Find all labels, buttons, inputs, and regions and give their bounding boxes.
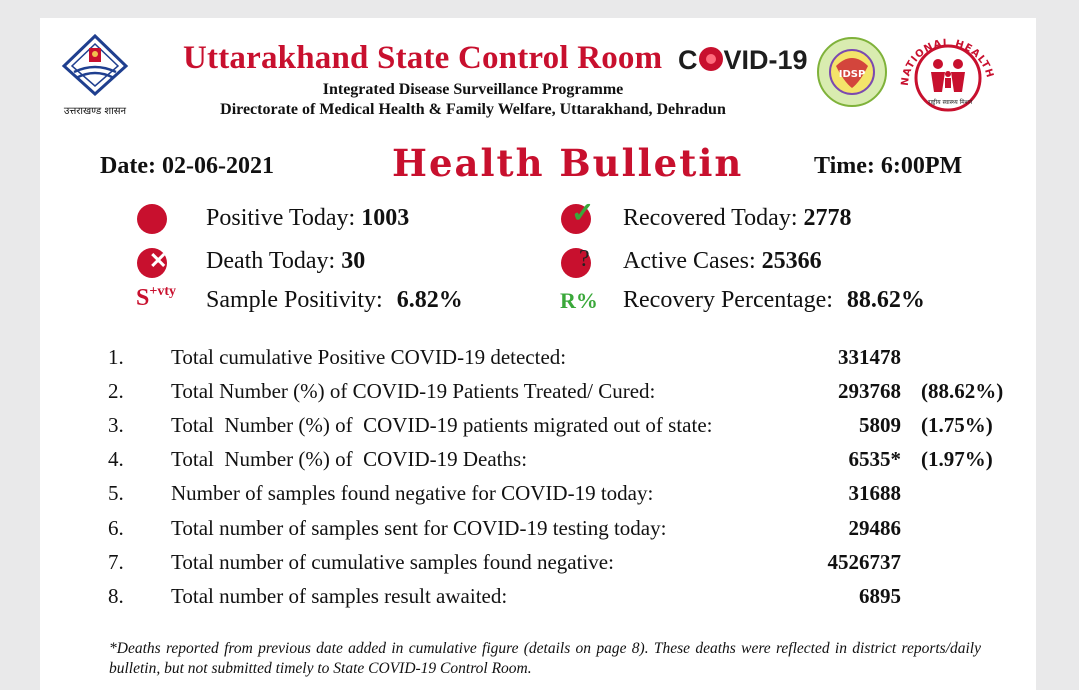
virus-icon <box>699 47 723 71</box>
sample-icon-sup: +vty <box>149 284 176 299</box>
row-value: 31688 <box>848 481 901 506</box>
table-row <box>108 511 1003 545</box>
programme-subtitle: Integrated Disease Surveillance Programme <box>322 81 624 98</box>
sample-positivity <box>206 287 463 314</box>
footnote: *Deaths reported from previous date added in cumulative figure (details on page 8). These deaths were reflected in district reports/daily bulletin, but not submitted timely to State COVID-19 Control Room. <box>109 640 981 677</box>
death-value: 30 <box>341 248 366 274</box>
virus-recovered-icon <box>561 204 591 234</box>
recovered-label: Recovered Today: <box>623 205 798 231</box>
bulletin-heading: Health Bulletin <box>392 141 744 185</box>
row-label: Total Number (%) of COVID-19 Patients Treated/ Cured: <box>171 378 656 403</box>
table-row <box>108 579 1003 613</box>
row-number: 4. <box>108 447 124 472</box>
row-label: Total number of cumulative samples found negative: <box>171 549 614 574</box>
idsp-text: IDSP <box>838 69 866 80</box>
positive-today <box>206 205 409 232</box>
row-value: 29486 <box>848 515 901 540</box>
table-row <box>108 374 1003 408</box>
row-percent <box>901 545 1003 579</box>
nhm-caption: राष्ट्रीय स्वास्थ्य मिशन <box>928 99 973 106</box>
row-percent <box>901 511 1003 545</box>
sample-label: Sample Positivity: <box>206 287 383 313</box>
bulletin-page <box>40 18 1036 690</box>
row-label: Total number of samples result awaited: <box>171 583 508 608</box>
row-label: Total cumulative Positive COVID-19 detected: <box>171 344 567 369</box>
statistics-table <box>108 340 1003 614</box>
table-row <box>108 477 1003 511</box>
table-row <box>108 545 1003 579</box>
virus-death-icon <box>137 248 167 278</box>
row-value: 293768 <box>838 378 901 403</box>
sample-icon-letter: S <box>136 285 150 311</box>
sample-value: 6.82% <box>396 287 463 313</box>
row-value: 5809 <box>859 412 901 437</box>
row-percent: (1.75%) <box>921 412 993 437</box>
row-number: 1. <box>108 344 124 369</box>
recovery-percentage-icon: R% <box>560 288 598 313</box>
row-label: Number of samples found negative for COVID-19 today: <box>171 481 654 506</box>
recovery-percentage <box>623 287 925 314</box>
active-cases <box>623 248 822 275</box>
directorate-subtitle: Directorate of Medical Health & Family Welfare, Uttarakhand, Dehradun <box>220 101 726 118</box>
row-number: 6. <box>108 515 124 540</box>
recovered-today <box>623 205 851 232</box>
sample-positivity-icon <box>136 284 176 312</box>
row-number: 7. <box>108 549 124 574</box>
covid-badge-text: VID-19 <box>723 45 808 75</box>
row-number: 3. <box>108 412 124 437</box>
nhm-ring-text: NATIONAL HEALTH <box>899 37 996 87</box>
recovery-label: Recovery Percentage: <box>623 287 833 313</box>
row-value: 4526737 <box>827 549 901 574</box>
table-row <box>108 408 1003 442</box>
row-label: Total Number (%) of COVID-19 patients migrated out of state: <box>171 412 713 437</box>
death-today <box>206 248 365 275</box>
active-value: 25366 <box>761 248 822 274</box>
row-value: 6895 <box>859 583 901 608</box>
row-percent <box>901 340 1003 374</box>
recovery-value: 88.62% <box>846 287 925 313</box>
death-label: Death Today: <box>206 248 336 274</box>
positive-value: 1003 <box>361 205 410 231</box>
row-label: Total number of samples sent for COVID-19 testing today: <box>171 515 667 540</box>
row-value: 6535* <box>848 447 901 472</box>
covid-19-badge <box>678 45 808 76</box>
logo-caption: उत्तराखण्ड शासन <box>63 106 127 117</box>
positive-label: Positive Today: <box>206 205 356 231</box>
row-number: 2. <box>108 378 124 403</box>
active-label: Active Cases: <box>623 248 756 274</box>
row-number: 8. <box>108 583 124 608</box>
covid-badge-letter: C <box>678 45 698 75</box>
bulletin-time: Time: 6:00PM <box>814 153 963 179</box>
row-percent: (1.97%) <box>921 447 993 472</box>
row-number: 5. <box>108 481 124 506</box>
virus-active-icon <box>561 248 591 278</box>
row-value: 331478 <box>838 344 901 369</box>
row-percent <box>901 579 1003 613</box>
row-label: Total Number (%) of COVID-19 Deaths: <box>171 447 528 472</box>
nhm-logo <box>898 26 998 122</box>
table-row <box>108 340 1003 374</box>
row-percent: (88.62%) <box>921 378 1004 403</box>
virus-positive-icon <box>137 204 167 234</box>
recovered-value: 2778 <box>803 205 852 231</box>
table-row <box>108 443 1003 477</box>
bulletin-date: Date: 02-06-2021 <box>100 153 274 179</box>
row-percent <box>901 477 1003 511</box>
page-title: Uttarakhand State Control Room <box>183 40 663 76</box>
